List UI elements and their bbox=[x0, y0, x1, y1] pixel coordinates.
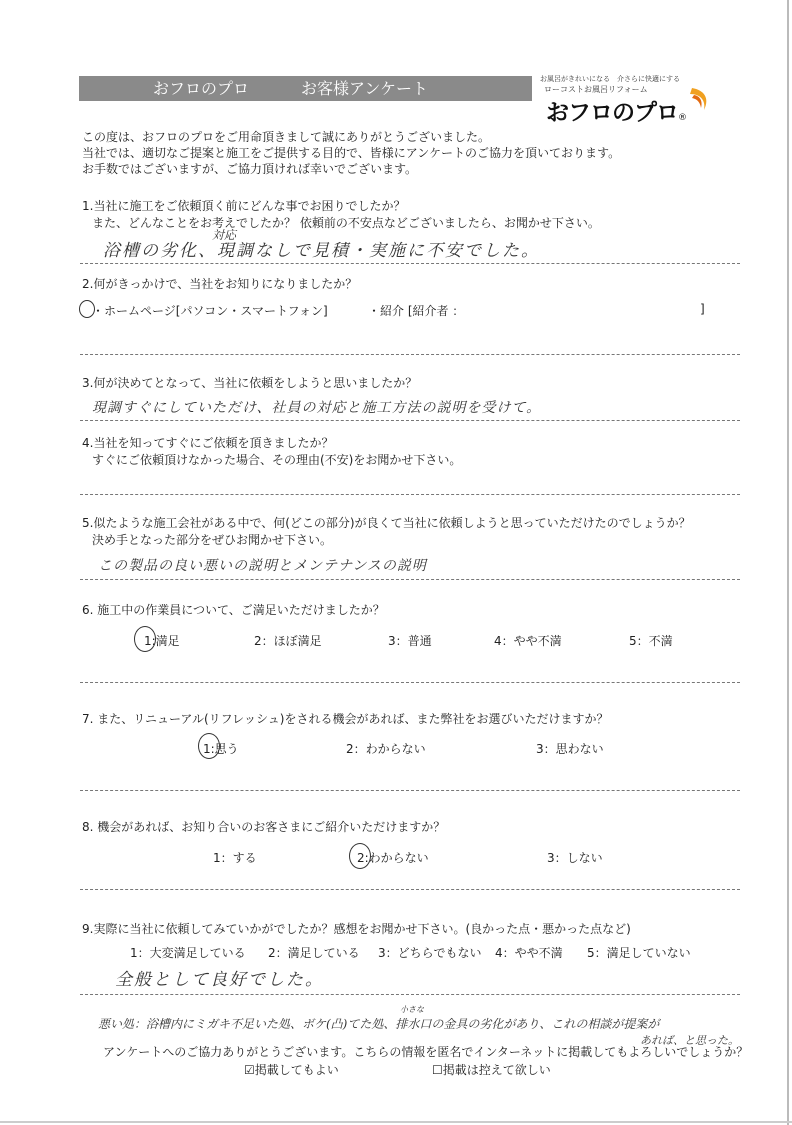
page-border-bottom bbox=[0, 1121, 792, 1123]
q2-option-homepage: ・ホームページ[パソコン・スマートフォン] bbox=[92, 304, 328, 318]
q9-option-4: 4：やや不満 bbox=[495, 946, 563, 960]
q9-option-3: 3：どちらでもない bbox=[378, 946, 482, 960]
q9-option-5: 5：満足していない bbox=[587, 946, 691, 960]
logo-registered-mark: ® bbox=[678, 113, 686, 123]
q7-option-2: 2：わからない bbox=[346, 742, 426, 756]
q7-option-3: 3：思わない bbox=[536, 742, 604, 756]
answer-line bbox=[80, 579, 740, 580]
q6-option-2: 2：ほぼ満足 bbox=[254, 634, 322, 648]
q1-question-2: また、どんなことをお考えでしたか？ 依頼前の不安点などございましたら、お聞かせ下さい。 bbox=[92, 216, 600, 230]
q6-option-3: 3：普通 bbox=[388, 634, 432, 648]
q4-question: 4.当社を知ってすぐにご依頼を頂きましたか？ bbox=[82, 436, 334, 450]
q9-handwritten-answer-2: 悪い処：浴槽内にミガキ不足いた処、ボケ(凸)てた処、排水口の金具の劣化があり、これの相談が提案が bbox=[98, 1017, 660, 1031]
company-logo bbox=[540, 70, 715, 130]
logo-swoosh-icon bbox=[688, 86, 710, 112]
q6-option-4: 4：やや不満 bbox=[494, 634, 562, 648]
q9-handwritten-answer-1: 全般として良好でした。 bbox=[115, 970, 324, 990]
answer-line bbox=[80, 494, 740, 495]
q9-handwritten-note: あれば、と思った。 bbox=[640, 1034, 739, 1047]
q5-handwritten-answer: この製品の良い悪いの説明とメンテナンスの説明 bbox=[98, 558, 427, 574]
q9-handwritten-small-note: 小さな bbox=[400, 1005, 424, 1014]
title-survey: お客様アンケート bbox=[301, 79, 429, 98]
q2-question: 2.何がきっかけで、当社をお知りになりましたか？ bbox=[82, 277, 358, 291]
q9-option-1: 1：大変満足している bbox=[130, 946, 246, 960]
q8-selected-circle bbox=[349, 843, 371, 869]
q2-option-referral: ・紹介 [紹介者 ： bbox=[368, 304, 465, 318]
intro-line-1: この度は、おフロのプロをご用命頂きまして誠にありがとうございました。 bbox=[82, 130, 491, 144]
consent-ng-option[interactable]: ☐掲載は控えて欲しい bbox=[432, 1063, 551, 1077]
q8-option-1: 1：する bbox=[213, 851, 257, 865]
intro-line-2: 当社では、適切なご提案と施工をご提供する目的で、皆様にアンケートのご協力を頂いております。 bbox=[82, 146, 621, 160]
consent-ok-option[interactable]: ☑掲載してもよい bbox=[244, 1063, 339, 1077]
title-brand: おフロのプロ bbox=[153, 79, 250, 98]
q7-question: 7. また、リニューアル(リフレッシュ)をされる機会があれば、また弊社をお選びいただけますか？ bbox=[82, 712, 609, 726]
q9-option-2: 2：満足している bbox=[268, 946, 360, 960]
q8-option-3: 3：しない bbox=[547, 851, 603, 865]
page-border-right bbox=[787, 0, 789, 1125]
answer-line bbox=[80, 889, 740, 890]
logo-brand bbox=[546, 94, 686, 127]
q1-handwritten-note: 対応 bbox=[212, 228, 237, 242]
q4-question-2: すぐにご依頼頂けなかった場合、その理由(不安)をお聞かせ下さい。 bbox=[92, 453, 462, 467]
q6-option-1: 1:満足 bbox=[144, 634, 180, 648]
footer-consent-question: アンケートへのご協力ありがとうございます。こちらの情報を匿名でインターネットに掲載してもよろしいでしょうか？ bbox=[103, 1045, 749, 1059]
q2-referral-bracket: ] bbox=[700, 302, 705, 316]
q1-question: 1.当社に施工をご依頼頂く前にどんな事でお困りでしたか？ bbox=[82, 199, 406, 213]
q7-selected-circle bbox=[198, 733, 220, 759]
q1-handwritten-answer: 浴槽の劣化、現調なしで見積・実施に不安でした。 bbox=[103, 241, 540, 261]
answer-line bbox=[80, 354, 740, 355]
q8-question: 8. 機会があれば、お知り合いのお客さまにご紹介いただけますか？ bbox=[82, 820, 446, 834]
answer-line bbox=[80, 994, 740, 995]
logo-brand-text: おフロのプロ bbox=[546, 100, 678, 126]
answer-line bbox=[80, 420, 740, 421]
q6-question: 6. 施工中の作業員について、ご満足いただけましたか？ bbox=[82, 603, 385, 617]
survey-title-bar bbox=[79, 76, 532, 101]
q6-option-5: 5：不満 bbox=[629, 634, 673, 648]
intro-line-3: お手数ではございますが、ご協力頂ければ幸いでございます。 bbox=[82, 162, 418, 176]
q9-question: 9.実際に当社に依頼してみていかがでしたか？感想をお聞かせ下さい。(良かった点・悪かった点など) bbox=[82, 922, 631, 936]
q5-question-2: 決め手となった部分をぜひお聞かせ下さい。 bbox=[92, 533, 333, 547]
q3-question: 3.何が決めてとなって、当社に依頼をしようと思いましたか？ bbox=[82, 376, 418, 390]
answer-line bbox=[80, 790, 740, 791]
q6-selected-circle bbox=[134, 626, 156, 652]
q2-circle-mark bbox=[79, 300, 95, 318]
logo-tagline-2: ローコストお風呂リフォーム bbox=[544, 85, 648, 94]
q8-option-2: 2:わからない bbox=[357, 851, 429, 865]
logo-tagline-1: お風呂がきれいになる 介さらに快適にする bbox=[540, 75, 680, 83]
q3-handwritten-answer: 現調すぐにしていただけ、社員の対応と施工方法の説明を受けて。 bbox=[92, 400, 542, 416]
answer-line bbox=[80, 682, 740, 683]
answer-line bbox=[80, 263, 740, 264]
q7-option-1: 1:思う bbox=[203, 742, 239, 756]
q5-question: 5.似たような施工会社がある中で、何(どこの部分)が良くて当社に依頼しようと思っていただけたのでしょうか？ bbox=[82, 516, 691, 530]
